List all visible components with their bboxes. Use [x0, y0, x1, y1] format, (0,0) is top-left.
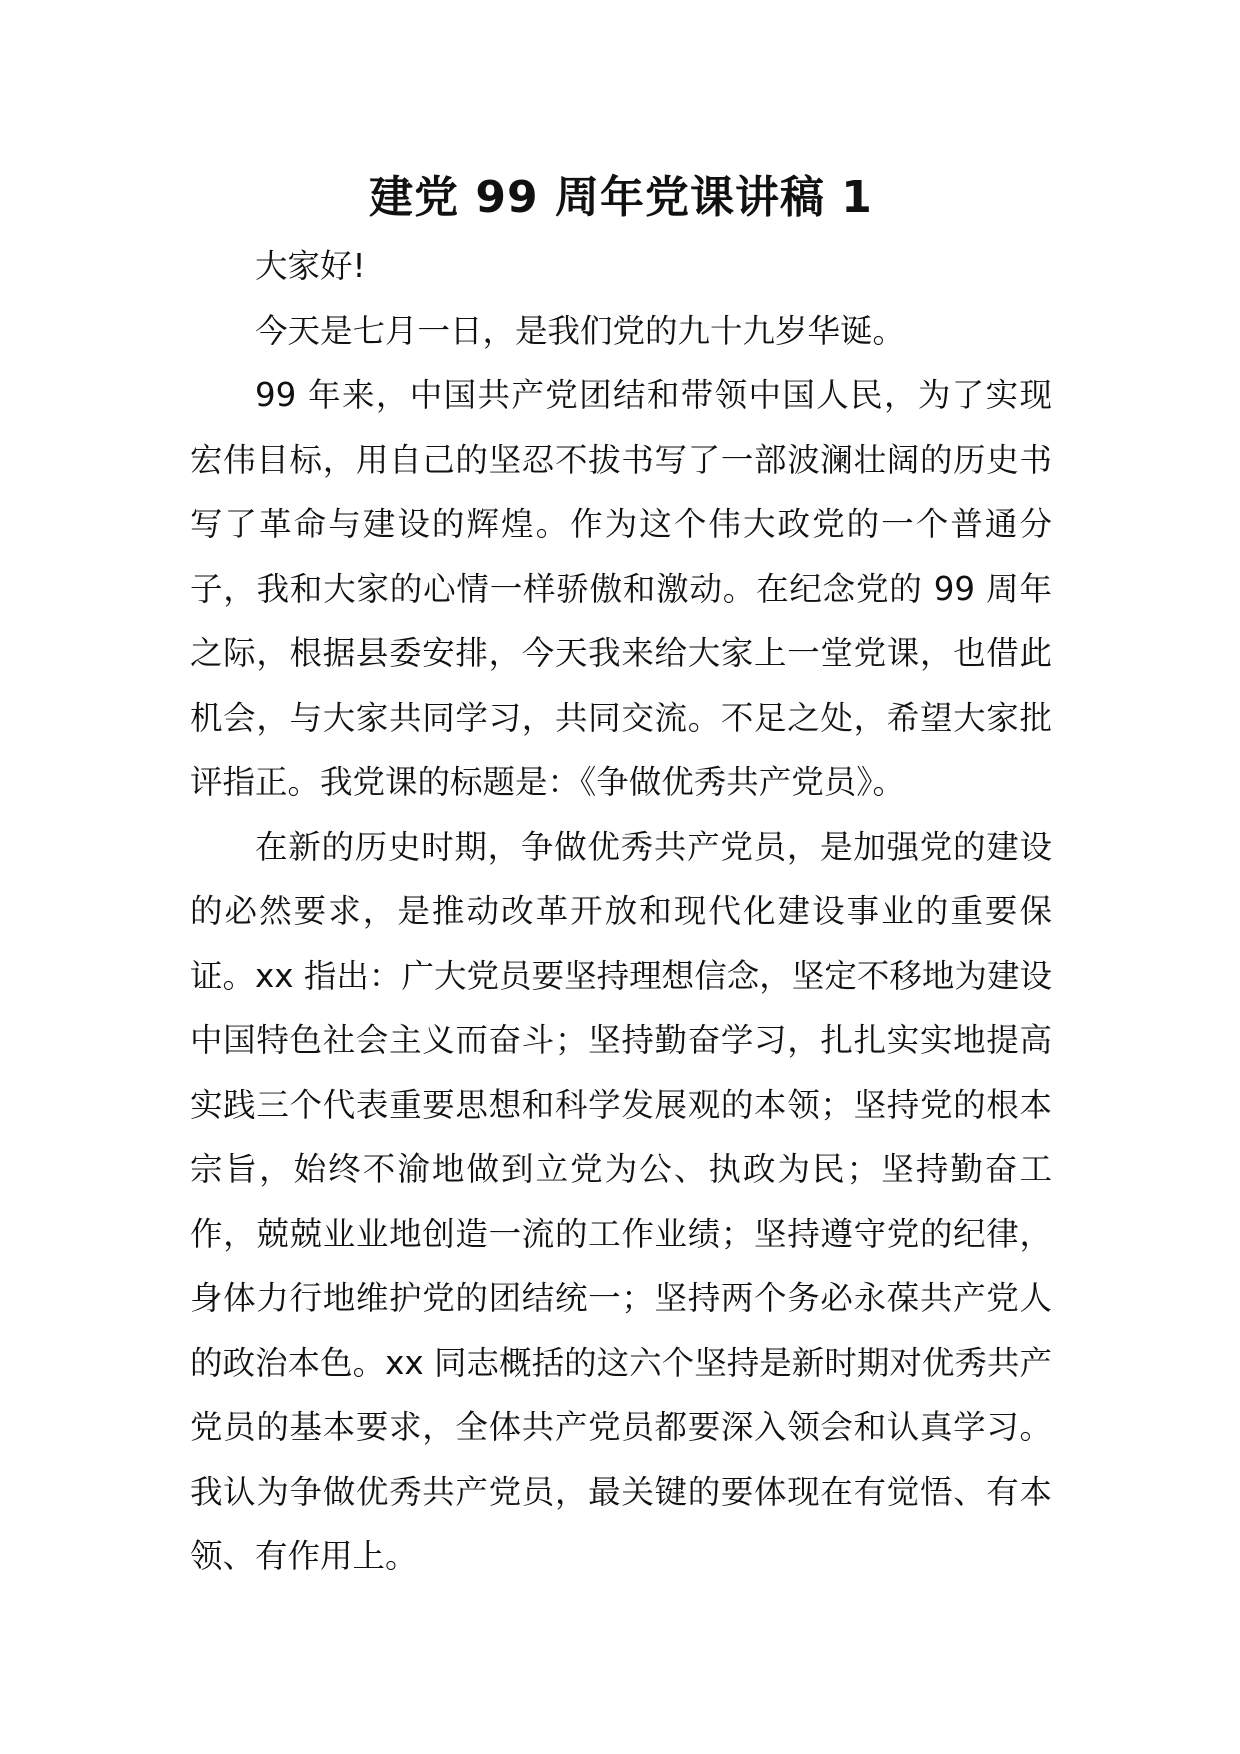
- paragraph-date: 今天是七月一日，是我们党的九十九岁华诞。: [255, 311, 906, 350]
- document-title: 建党 99 周年党课讲稿 1: [369, 172, 873, 223]
- paragraph-requirements: 在新的历史时期，争做优秀共产党员，是加强党的建设的必然要求，是推动改革开放和现代化建设事业的重要保证。xx 指出：广大党员要坚持理想信念，坚定不移地为建设中国特色社会主义而奋斗；坚持勤奋学习，扎扎实实地提高实践三个代表重要思想和科学发展观的本领；坚持党的根本宗旨，始终不渝地做到立党为公、执政为民；坚持勤奋工作，兢兢业业地创造一流的工作业绩；坚持遵守党的纪律，身体力行地维护党的团结统一；坚持两个务必永葆共产党人的政治本色。xx 同志概括的这六个坚持是新时期对优秀共产党员的基本要求，全体共产党员都要深入领会和认真学习。我认为争做优秀共产党员，最关键的要体现在有觉悟、有本领、有作用上。: [190, 827, 1052, 1575]
- paragraph-greeting: 大家好!: [255, 247, 366, 285]
- paragraph-introduction: 99 年来，中国共产党团结和带领中国人民，为了实现宏伟目标，用自己的坚忍不拔书写了一部波澜壮阔的历史书写了革命与建设的辉煌。作为这个伟大政党的一个普通分子，我和大家的心情一样骄傲和激动。在纪念党的 99 周年之际，根据县委安排，今天我来给大家上一堂党课，也借此机会，与大家共同学习，共同交流。不足之处，希望大家批评指正。我党课的标题是：《争做优秀共产党员》。: [190, 376, 1052, 801]
- document-page: [190, 168, 1052, 1589]
